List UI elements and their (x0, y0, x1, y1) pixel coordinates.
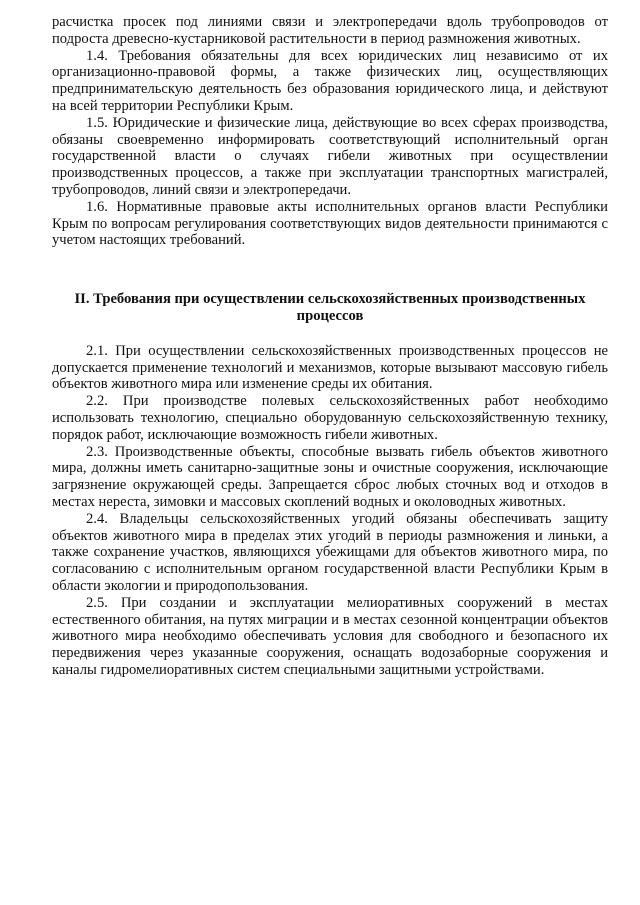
section-heading: II. Требования при осуществлении сельскохозяйственных производственных процессов (74, 291, 586, 324)
paragraph-2-5: 2.5. При создании и эксплуатации мелиоративных сооружений в местах естественного обитания, на путях миграции и в местах сезонной концентрации объектов животного мира необходимо обеспечивать условия для свободного и безопасного их передвижения через указанные сооружения, оснащать водозаборные сооружения и каналы гидромелиоративных систем специальными защитными устройствами. (52, 594, 608, 678)
paragraph-2-1: 2.1. При осуществлении сельскохозяйственных производственных процессов не допускается применение технологий и механизмов, которые вызывают массовую гибель объектов животного мира или изменение среды их обитания. (52, 342, 608, 393)
paragraph-1-5: 1.5. Юридические и физические лица, действующие во всех сферах производства, обязаны своевременно информировать соответствующий исполнительный орган государственной власти о случаях гибели животных при осуществлении производственных процессов, а также при эксплуатации транспортных магистралей, трубопроводов, линий связи и электропередачи. (52, 114, 608, 198)
paragraph-1-6: 1.6. Нормативные правовые акты исполнительных органов власти Республики Крым по вопросам регулирования соответствующих видов деятельности принимаются с учетом настоящих требований. (52, 198, 608, 249)
paragraph-2-2: 2.2. При производстве полевых сельскохозяйственных работ необходимо использовать технологию, специально оборудованную сельскохозяйственную технику, порядок работ, исключающие возможность гибели животных. (52, 393, 608, 443)
paragraph-2-3: 2.3. Производственные объекты, способные вызвать гибель объектов животного мира, должны иметь санитарно-защитные зоны и очистные сооружения, исключающие загрязнение окружающей среды. Запрещается сброс любых сточных вод и отходов в местах нереста, зимовки и массовых скоплений водных и околоводных животных. (52, 443, 608, 510)
paragraph-continuation: расчистка просек под линиями связи и электропередачи вдоль трубопроводов от подроста древесно-кустарниковой растительности в период размножения животных. (52, 14, 608, 47)
paragraph-2-4: 2.4. Владельцы сельскохозяйственных угодий обязаны обеспечивать защиту объектов животного мира в пределах этих угодий в периоды размножения и линьки, а также сохранение участков, являющихся убежищами для объектов животного мира, по согласованию с исполнительным органом государственной власти Республики Крым в области экологии и природопользования. (52, 510, 608, 594)
paragraph-1-4: 1.4. Требования обязательны для всех юридических лиц независимо от их организационно-правовой формы, а также физических лиц, осуществляющих предпринимательскую деятельность без образования юридического лица, и действуют на всей территории Республики Крым. (52, 47, 608, 114)
